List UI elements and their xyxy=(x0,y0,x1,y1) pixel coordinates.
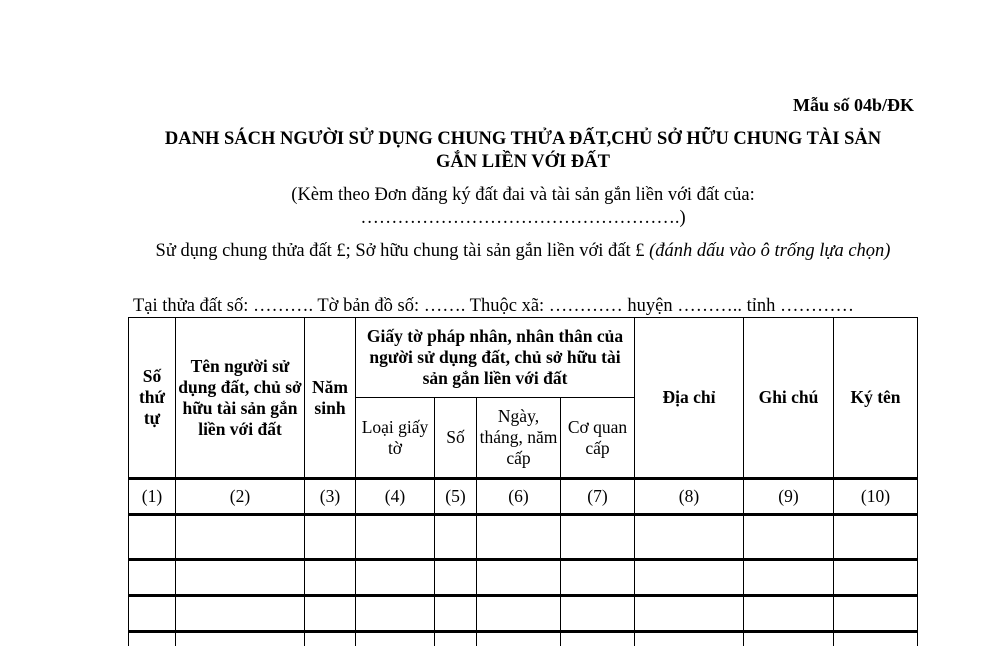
table-cell[interactable] xyxy=(834,596,918,632)
header-stt: Số thứ tự xyxy=(129,318,176,479)
table-cell[interactable] xyxy=(435,560,477,596)
usage-selection xyxy=(128,240,918,263)
table-cell[interactable] xyxy=(834,632,918,646)
column-number: (10) xyxy=(834,479,918,515)
table-cell[interactable] xyxy=(744,632,834,646)
table-cell[interactable] xyxy=(834,515,918,560)
header-paper-type: Loại giấy tờ xyxy=(356,398,435,479)
table-cell[interactable] xyxy=(435,632,477,646)
table-cell[interactable] xyxy=(356,560,435,596)
header-papers-group: Giấy tờ pháp nhân, nhân thân của người sử dụng đất, chủ sở hữu tài sản gắn liền với đất xyxy=(356,318,635,398)
table-cell[interactable] xyxy=(129,560,176,596)
column-number: (7) xyxy=(561,479,635,515)
table-cell[interactable] xyxy=(477,515,561,560)
header-issue-date: Ngày, tháng, năm cấp xyxy=(477,398,561,479)
table-row xyxy=(129,515,918,560)
table-cell[interactable] xyxy=(129,632,176,646)
usage-instruction: (đánh dấu vào ô trống lựa chọn) xyxy=(649,241,891,261)
table-cell[interactable] xyxy=(129,515,176,560)
document-title xyxy=(128,128,918,174)
table-cell[interactable] xyxy=(356,632,435,646)
header-name: Tên người sử dụng đất, chủ sở hữu tài sản gắn liền với đất xyxy=(176,318,305,479)
table-row xyxy=(129,596,918,632)
table-cell[interactable] xyxy=(356,515,435,560)
table-cell[interactable] xyxy=(477,632,561,646)
table-cell[interactable] xyxy=(129,596,176,632)
table-cell[interactable] xyxy=(561,515,635,560)
table-cell[interactable] xyxy=(561,596,635,632)
table-cell[interactable] xyxy=(744,596,834,632)
table-cell[interactable] xyxy=(176,632,305,646)
header-signature: Ký tên xyxy=(834,318,918,479)
column-number: (9) xyxy=(744,479,834,515)
table-cell[interactable] xyxy=(635,632,744,646)
column-number: (1) xyxy=(129,479,176,515)
title-line-2: GẮN LIỀN VỚI ĐẤT xyxy=(436,152,610,172)
table-cell[interactable] xyxy=(176,515,305,560)
table-cell[interactable] xyxy=(744,515,834,560)
table-cell[interactable] xyxy=(435,515,477,560)
usage-options: Sử dụng chung thửa đất £; Sở hữu chung tài sản gắn liền với đất £ xyxy=(155,241,650,261)
column-number: (6) xyxy=(477,479,561,515)
column-number: (3) xyxy=(305,479,356,515)
table-cell[interactable] xyxy=(744,560,834,596)
column-number: (5) xyxy=(435,479,477,515)
attachment-line-1: (Kèm theo Đơn đăng ký đất đai và tài sản gắn liền với đất của: xyxy=(291,185,755,205)
column-number: (8) xyxy=(635,479,744,515)
title-line-1: DANH SÁCH NGƯỜI SỬ DỤNG CHUNG THỬA ĐẤT,CHỦ SỞ HỮU CHUNG TÀI SẢN xyxy=(164,129,882,149)
table-cell[interactable] xyxy=(356,596,435,632)
table-cell[interactable] xyxy=(305,515,356,560)
table-cell[interactable] xyxy=(561,560,635,596)
table-cell[interactable] xyxy=(176,596,305,632)
header-birth-year: Năm sinh xyxy=(305,318,356,479)
header-row-1 xyxy=(129,318,918,398)
table-row xyxy=(129,560,918,596)
table-cell[interactable] xyxy=(435,596,477,632)
table-cell[interactable] xyxy=(477,596,561,632)
header-address: Địa chỉ xyxy=(635,318,744,479)
table-cell[interactable] xyxy=(834,560,918,596)
table-cell[interactable] xyxy=(635,515,744,560)
table-row xyxy=(129,632,918,646)
attachment-note xyxy=(128,184,918,230)
table-cell[interactable] xyxy=(305,596,356,632)
table-cell[interactable] xyxy=(635,596,744,632)
table-cell[interactable] xyxy=(561,632,635,646)
column-number: (4) xyxy=(356,479,435,515)
attachment-line-2: …………………………………………….) xyxy=(360,208,686,228)
table-cell[interactable] xyxy=(477,560,561,596)
form-code: Mẫu số 04b/ĐK xyxy=(792,95,914,115)
header-paper-number: Số xyxy=(435,398,477,479)
table-cell[interactable] xyxy=(635,560,744,596)
column-number: (2) xyxy=(176,479,305,515)
header-note: Ghi chú xyxy=(744,318,834,479)
table-cell[interactable] xyxy=(305,632,356,646)
column-number-row xyxy=(129,479,918,515)
table-cell[interactable] xyxy=(176,560,305,596)
parcel-location: Tại thửa đất số: ………. Tờ bản đồ số: ……. Thuộc xã: ………… huyện ……….. tỉnh ………… xyxy=(133,296,855,316)
header-issuer: Cơ quan cấp xyxy=(561,398,635,479)
co-owner-table xyxy=(128,317,918,646)
table-cell[interactable] xyxy=(305,560,356,596)
